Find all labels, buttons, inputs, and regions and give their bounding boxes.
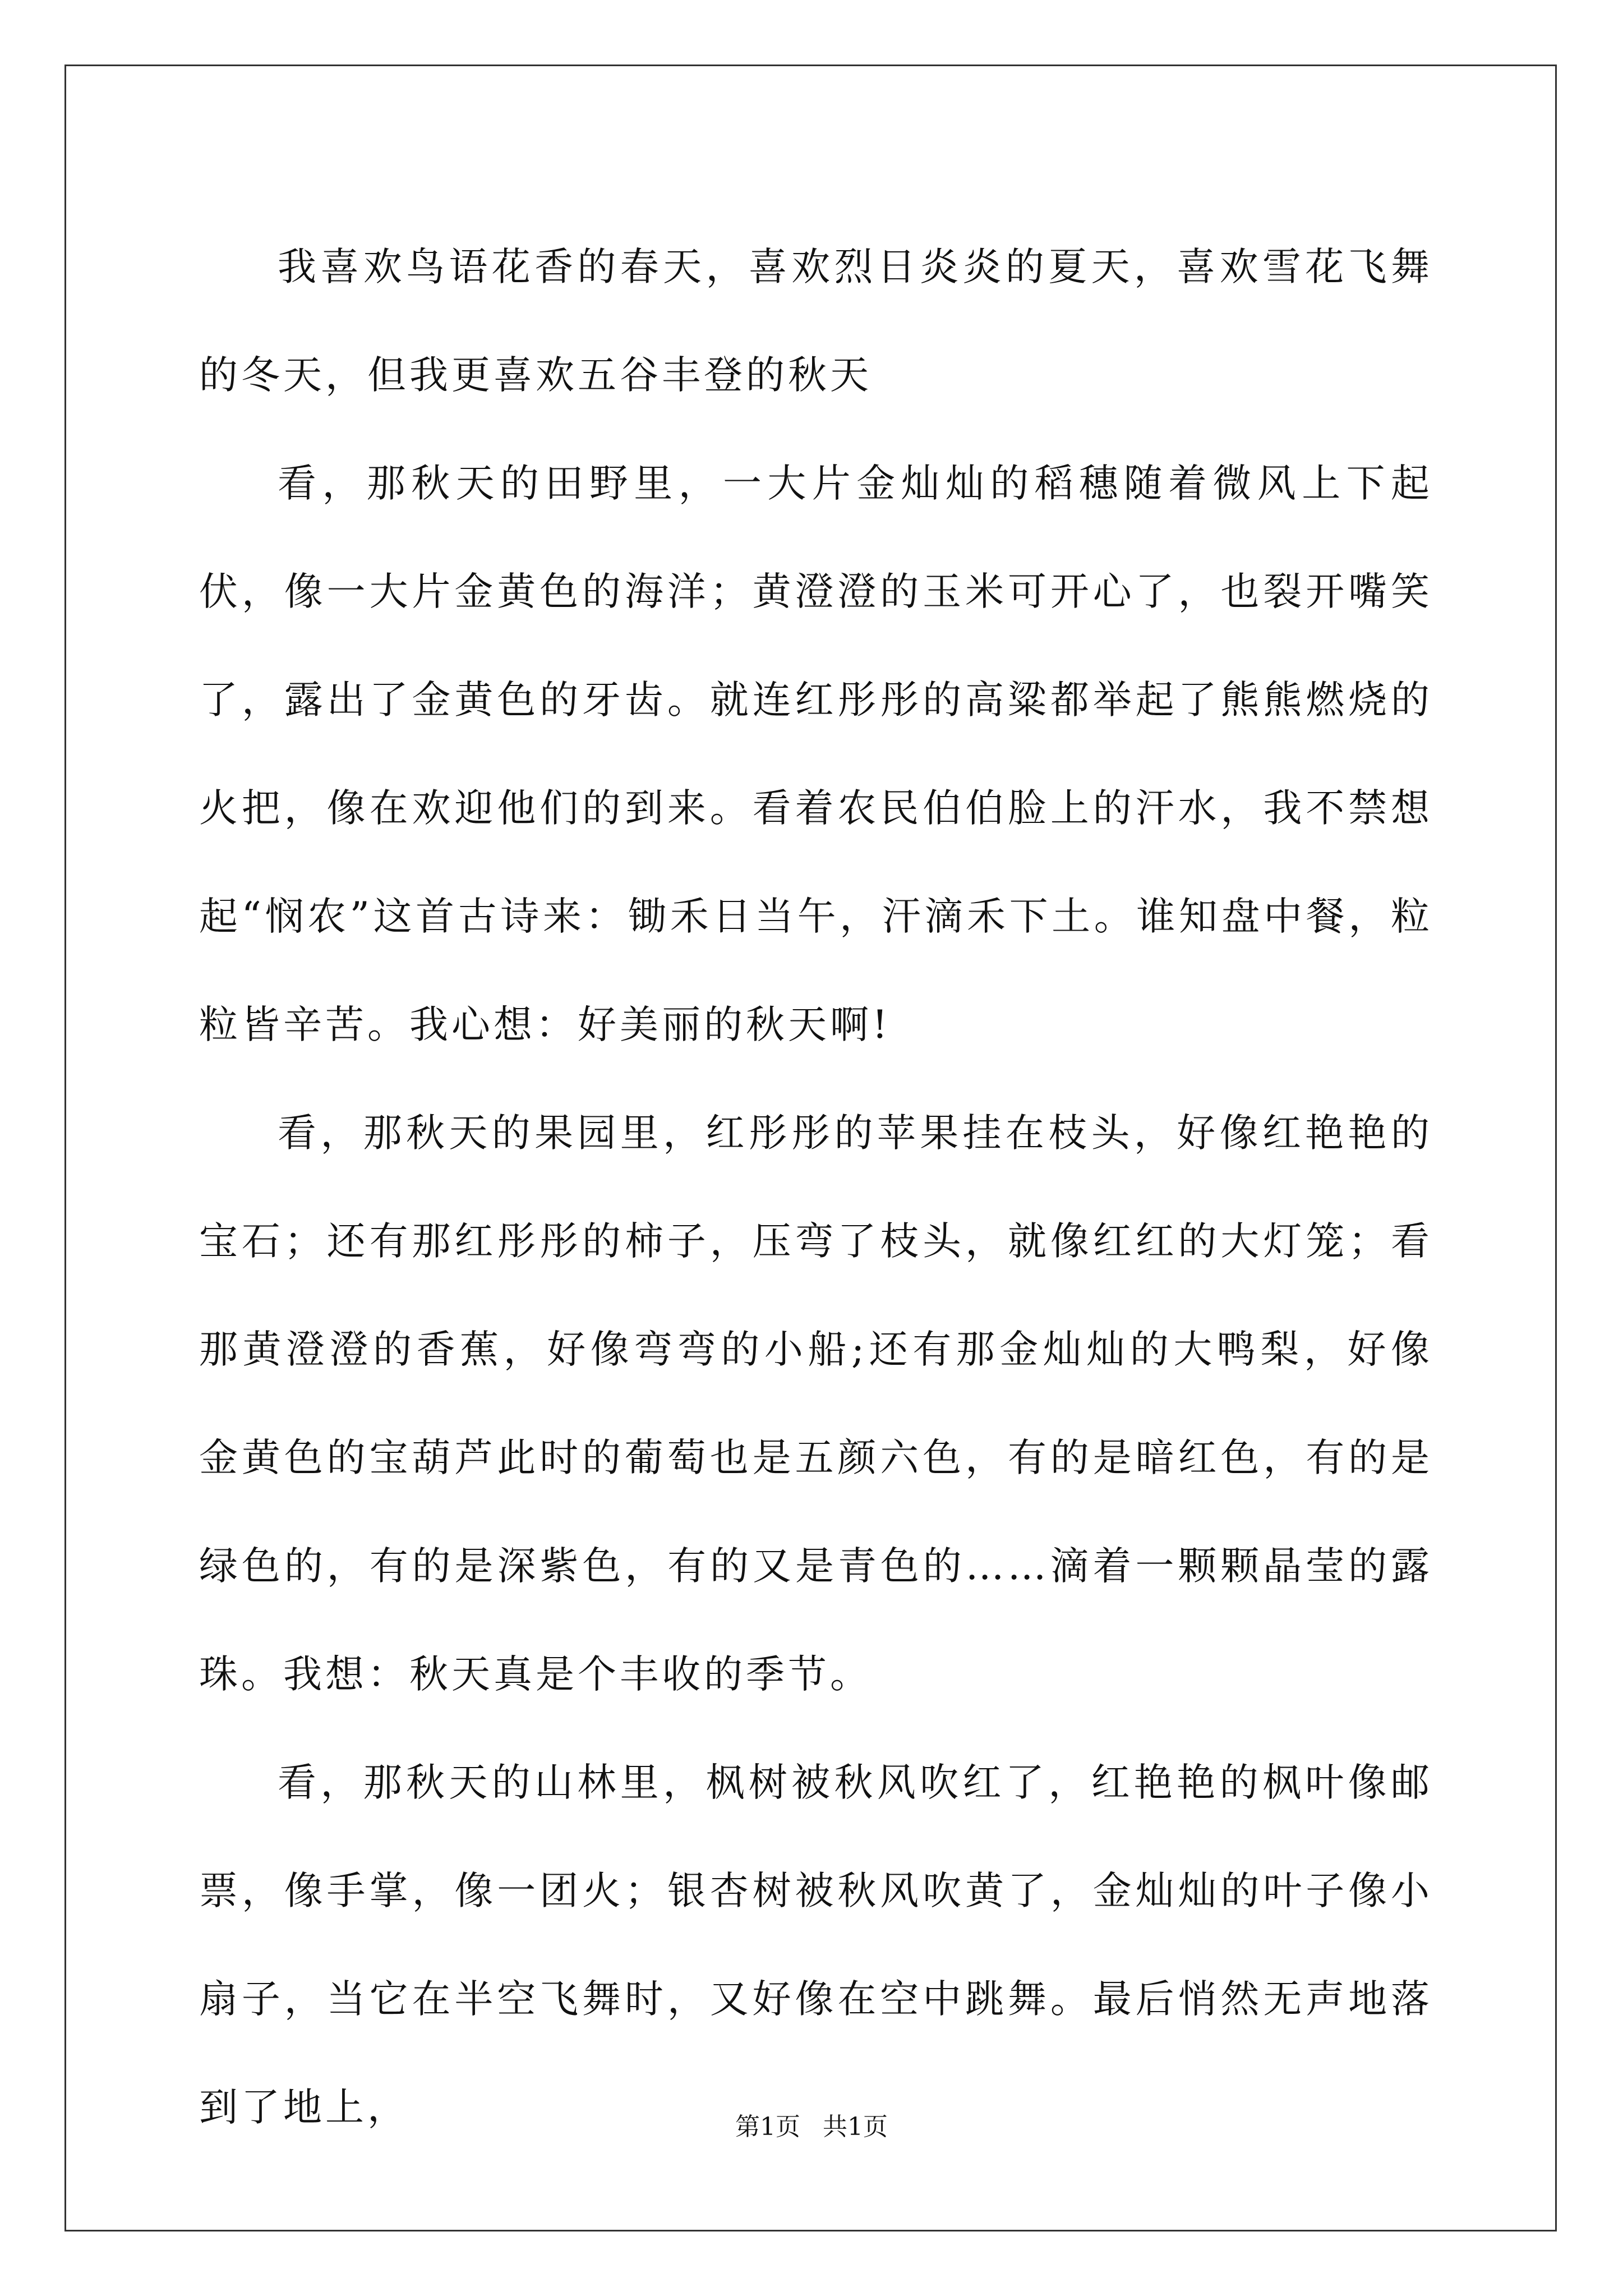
paragraph-orchard: 看，那秋天的果园里，红彤彤的苹果挂在枝头，好像红艳艳的宝石；还有那红彤彤的柿子，压弯了枝头，就像红红的大灯笼；看那黄澄澄的香蕉，好像弯弯的小船;还有那金灿灿的大鸭梨，好像金黄色的宝葫芦此时的葡萄也是五颜六色，有的是暗红色，有的是绿色的，有的是深紫色，有的又是青色的……滴着一颗颗晶莹的露珠。我想：秋天真是个丰收的季节。 <box>199 1111 1433 1697</box>
page-number: 第1页 <box>735 2113 800 2141</box>
page-footer <box>0 2110 1623 2144</box>
paragraph-forest: 看，那秋天的山林里，枫树被秋风吹红了，红艳艳的枫叶像邮票，像手掌，像一团火；银杏树被秋风吹黄了，金灿灿的叶子像小扇子，当它在半空飞舞时，又好像在空中跳舞。最后悄然无声地落到了地上， <box>199 1760 1433 2130</box>
document-body <box>199 213 1433 2162</box>
paragraph-fields: 看，那秋天的田野里，一大片金灿灿的稻穗随着微风上下起伏，像一大片金黄色的海洋；黄澄澄的玉米可开心了，也裂开嘴笑了，露出了金黄色的牙齿。就连红彤彤的高粱都举起了熊熊燃烧的火把，像在欢迎他们的到来。看着农民伯伯脸上的汗水，我不禁想起“悯农”这首古诗来：锄禾日当午，汗滴禾下土。谁知盘中餐，粒粒皆辛苦。我心想：好美丽的秋天啊! <box>199 461 1433 1047</box>
paragraph-intro: 我喜欢鸟语花香的春天，喜欢烈日炎炎的夏天，喜欢雪花飞舞的冬天，但我更喜欢五谷丰登的秋天 <box>199 245 1433 398</box>
page-total: 共1页 <box>823 2113 888 2141</box>
